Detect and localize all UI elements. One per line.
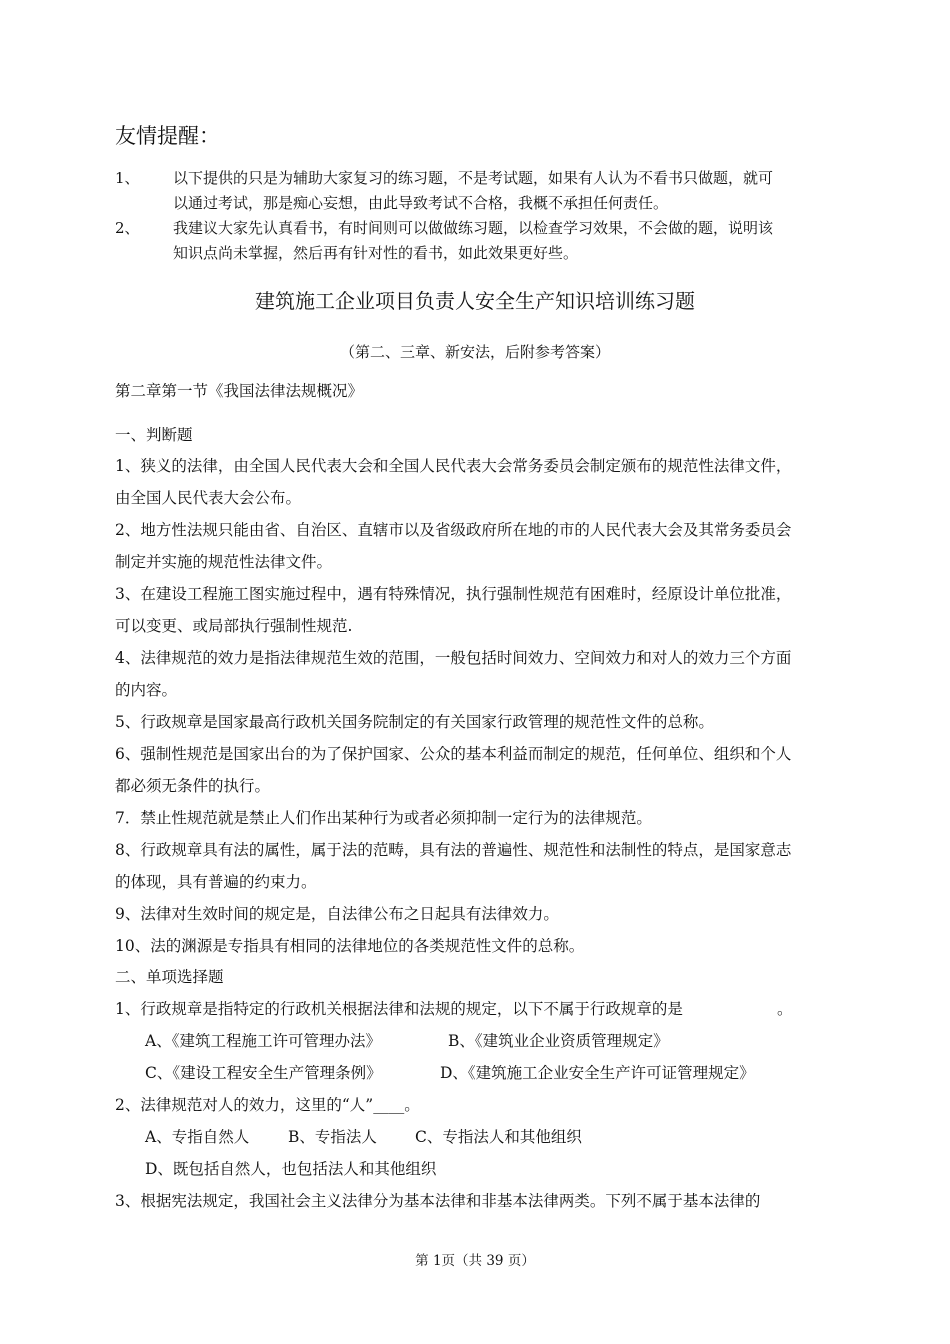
notice-item-number: 2、 xyxy=(115,219,140,237)
question-stem: 3、根据宪法规定，我国社会主义法律分为基本法律和非基本法律两类。下列不属于基本法律的 xyxy=(115,1192,761,1210)
section-heading: 第二章第一节《我国法律法规概况》 xyxy=(115,382,364,400)
notice-item-number: 1、 xyxy=(115,169,140,187)
question-stem: 1、行政规章是指特定的行政机关根据法律和法规的规定，以下不属于行政规章的是 xyxy=(115,1000,683,1018)
question-line: 7．禁止性规范就是禁止人们作出某种行为或者必须抑制一定行为的法律规范。 xyxy=(115,809,652,827)
option-d: D、既包括自然人，也包括法人和其他组织 xyxy=(145,1160,437,1178)
document-subtitle: （第二、三章、新安法，后附参考答案） xyxy=(339,343,610,361)
option-b: B、专指法人 xyxy=(288,1128,377,1146)
question-line: 1、狭义的法律，由全国人民代表大会和全国人民代表大会常务委员会制定颁布的规范性法律文件， xyxy=(115,457,792,475)
question-line: 3、在建设工程施工图实施过程中，遇有特殊情况，执行强制性规范有困难时，经原设计单位批准， xyxy=(115,585,792,603)
document-title: 建筑施工企业项目负责人安全生产知识培训练习题 xyxy=(255,289,695,313)
part-heading: 一、判断题 xyxy=(115,426,193,444)
option-b: B、《建筑业企业资质管理规定》 xyxy=(448,1032,669,1050)
notice-item-text: 以下提供的只是为辅助大家复习的练习题，不是考试题，如果有人认为不看书只做题，就可 xyxy=(173,169,774,187)
notice-title: 友情提醒： xyxy=(115,124,220,148)
option-d: D、《建筑施工企业安全生产许可证管理规定》 xyxy=(440,1064,755,1082)
question-stem: 2、法律规范对人的效力，这里的“人”____。 xyxy=(115,1096,420,1114)
question-line: 6、强制性规范是国家出台的为了保护国家、公众的基本利益而制定的规范，任何单位、组织和个人 xyxy=(115,745,792,763)
question-line: 10、法的渊源是专指具有相同的法律地位的各类规范性文件的总称。 xyxy=(115,937,585,955)
question-line: 可以变更、或局部执行强制性规范. xyxy=(115,617,353,635)
question-stem-end: 。 xyxy=(777,1000,793,1018)
part-heading: 二、单项选择题 xyxy=(115,968,224,986)
question-line: 4、法律规范的效力是指法律规范生效的范围，一般包括时间效力、空间效力和对人的效力三个方面 xyxy=(115,649,792,667)
page-footer: 第 1页（共 39 页） xyxy=(415,1253,535,1269)
question-line: 的内容。 xyxy=(115,681,178,699)
question-line: 5、行政规章是国家最高行政机关国务院制定的有关国家行政管理的规范性文件的总称。 xyxy=(115,713,714,731)
question-line: 的体现，具有普遍的约束力。 xyxy=(115,873,317,891)
option-c: C、专指法人和其他组织 xyxy=(415,1128,582,1146)
question-line: 9、法律对生效时间的规定是，自法律公布之日起具有法律效力。 xyxy=(115,905,559,923)
notice-item-text: 以通过考试，那是痴心妄想，由此导致考试不合格，我概不承担任何责任。 xyxy=(173,194,669,212)
option-a: A、专指自然人 xyxy=(145,1128,250,1146)
question-line: 都必须无条件的执行。 xyxy=(115,777,271,795)
option-c: C、《建设工程安全生产管理条例》 xyxy=(145,1064,382,1082)
option-a: A、《建筑工程施工许可管理办法》 xyxy=(145,1032,381,1050)
question-line: 2、地方性法规只能由省、自治区、直辖市以及省级政府所在地的市的人民代表大会及其常务委员会 xyxy=(115,521,792,539)
question-line: 制定并实施的规范性法律文件。 xyxy=(115,553,333,571)
question-line: 8、行政规章具有法的属性，属于法的范畴，具有法的普遍性、规范性和法制性的特点，是国家意志 xyxy=(115,841,792,859)
notice-item-text: 知识点尚未掌握，然后再有针对性的看书，如此效果更好些。 xyxy=(173,244,579,262)
notice-item-text: 我建议大家先认真看书，有时间则可以做做练习题，以检查学习效果，不会做的题，说明该 xyxy=(173,219,774,237)
question-line: 由全国人民代表大会公布。 xyxy=(115,489,302,507)
